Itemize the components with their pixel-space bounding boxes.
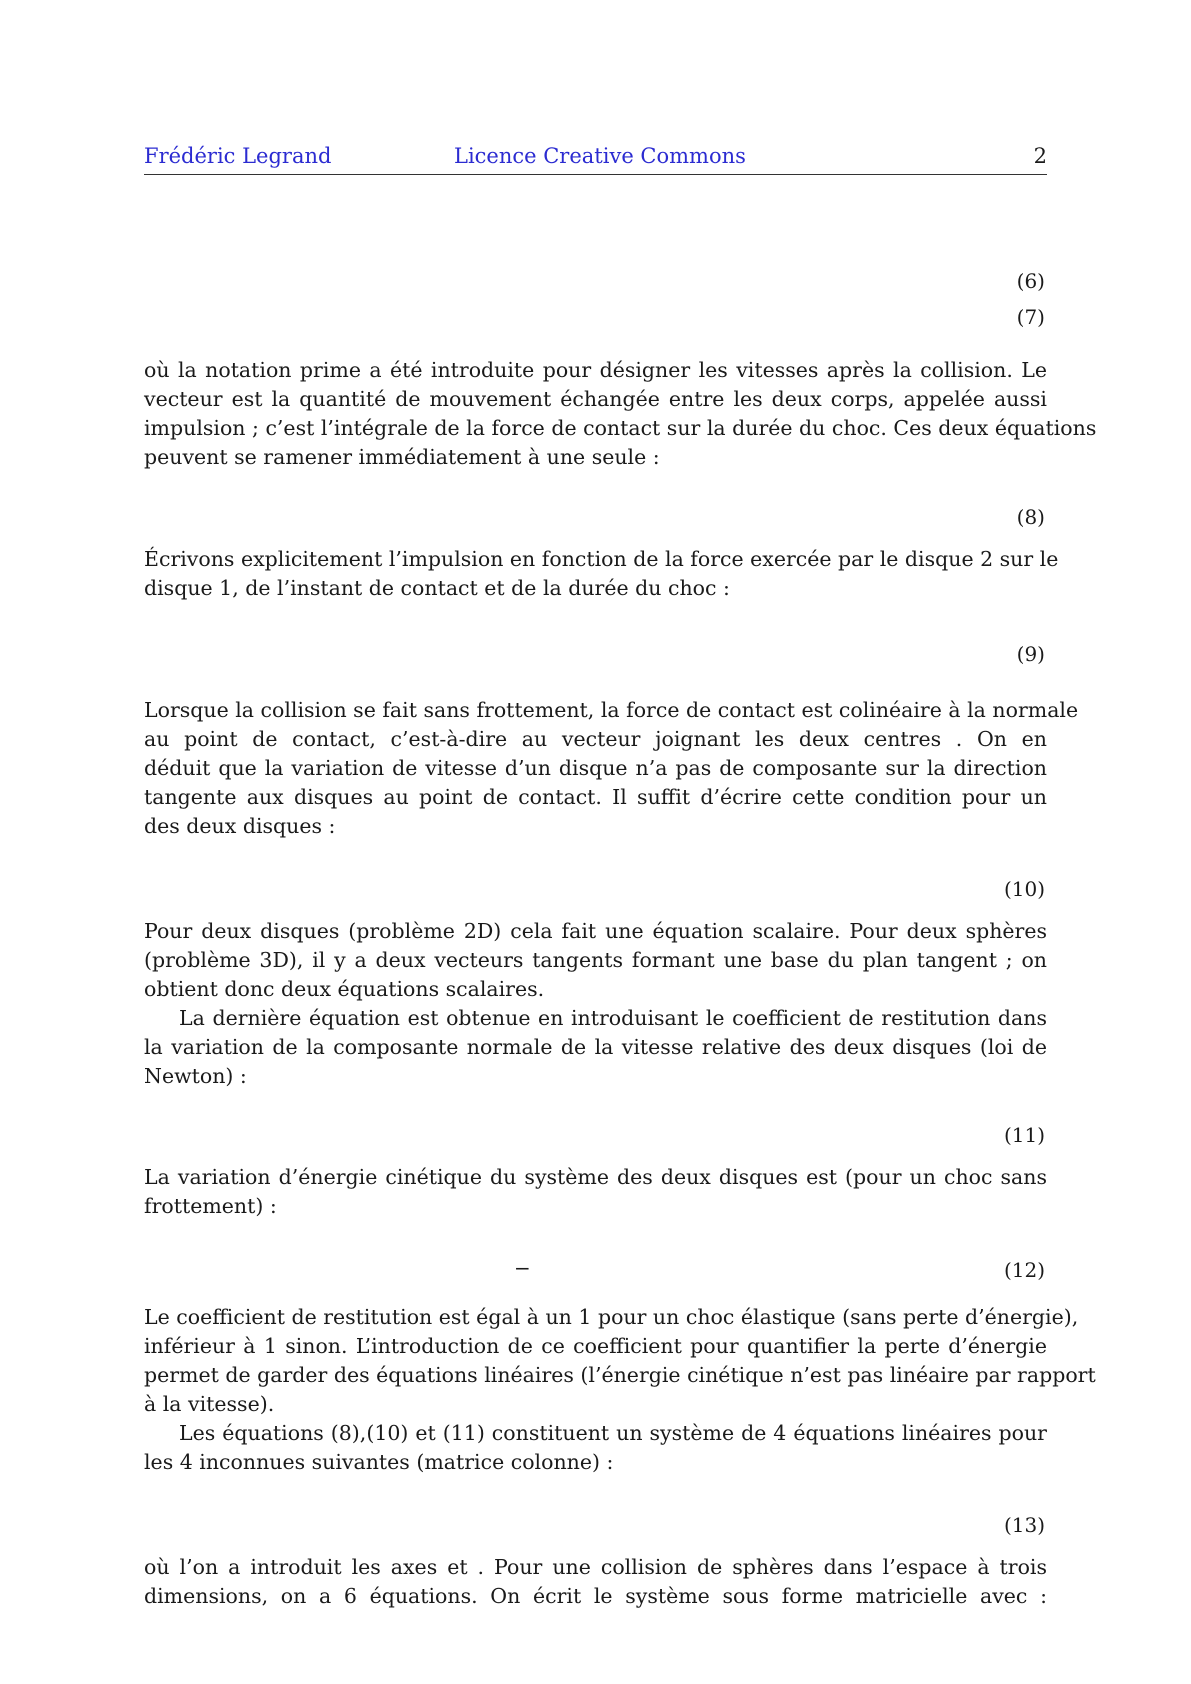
text-line: Pour deux disques (problème 2D) cela fait une équation scalaire. Pour deux sphères	[144, 919, 1047, 943]
text-line: vecteur est la quantité de mouvement échangée entre les deux corps, appelée aussi	[144, 387, 1047, 411]
equation-number-13: (13)	[1003, 1513, 1045, 1537]
paragraph-axes-matrix	[144, 1553, 1047, 1611]
text-line: Le coefficient de restitution est égal à un 1 pour un choc élastique (sans perte d’énergie),	[144, 1305, 1079, 1329]
paragraph-restitution-coefficient	[144, 1303, 1096, 1419]
text-line: Écrivons explicitement l’impulsion en fonction de la force exercée par le disque 2 sur le	[144, 547, 1059, 571]
text-line: la variation de la composante normale de la vitesse relative des deux disques (loi de	[144, 1035, 1047, 1059]
text-line: peuvent se ramener immédiatement à une seule :	[144, 445, 660, 469]
equation-number-8: (8)	[1016, 505, 1045, 529]
text-line: dimensions, on a 6 équations. On écrit le système sous forme matricielle avec :	[144, 1584, 1047, 1608]
text-line: La variation d’énergie cinétique du système des deux disques est (pour un choc sans	[144, 1165, 1047, 1189]
text-line: les 4 inconnues suivantes (matrice colonne) :	[144, 1450, 614, 1474]
text-line: Newton) :	[144, 1064, 247, 1088]
equation-number-11: (11)	[1003, 1123, 1045, 1147]
equation-number-6: (6)	[1016, 269, 1045, 293]
text-line: des deux disques :	[144, 814, 336, 838]
text-line: obtient donc deux équations scalaires.	[144, 977, 545, 1001]
text-line: tangente aux disques au point de contact. Il suffit d’écrire cette condition pour un	[144, 785, 1047, 809]
paragraph-impulse-definition	[144, 356, 1097, 472]
paragraph-restitution	[144, 1004, 1047, 1091]
paragraph-kinetic-energy	[144, 1163, 1047, 1221]
text-line: déduit que la variation de vitesse d’un disque n’a pas de composante sur la direction	[144, 756, 1047, 780]
paragraph-linear-system	[144, 1419, 1047, 1477]
text-line: Lorsque la collision se fait sans frottement, la force de contact est colinéaire à la normale	[144, 698, 1079, 722]
text-line: La dernière équation est obtenue en introduisant le coefficient de restitution dans	[179, 1006, 1047, 1030]
text-line: inférieur à 1 sinon. L’introduction de ce coefficient pour quantifier la perte d’énergie	[144, 1334, 1047, 1358]
equation-number-7: (7)	[1016, 305, 1045, 329]
text-line: au point de contact, c’est-à-dire au vecteur joignant les deux centres . On en	[144, 727, 1047, 751]
paragraph-2d-3d	[144, 917, 1047, 1004]
equation-number-10: (10)	[1003, 877, 1045, 901]
page-header	[144, 140, 1047, 175]
text-line: à la vitesse).	[144, 1392, 275, 1416]
text-line: où la notation prime a été introduite pour désigner les vitesses après la collision. Le	[144, 358, 1047, 382]
text-line: où l’on a introduit les axes et . Pour une collision de sphères dans l’espace à trois	[144, 1555, 1047, 1579]
header-author: Frédéric Legrand	[144, 144, 332, 168]
equation-number-9: (9)	[1016, 642, 1045, 666]
equation-12-minus-sign: −	[514, 1256, 531, 1280]
text-line: frottement) :	[144, 1194, 277, 1218]
text-line: (problème 3D), il y a deux vecteurs tangents formant une base du plan tangent ; on	[144, 948, 1047, 972]
paragraph-no-friction	[144, 696, 1079, 841]
page-number: 2	[1033, 144, 1047, 168]
header-license-link[interactable]: Licence Creative Commons	[454, 144, 746, 168]
text-line: disque 1, de l’instant de contact et de la durée du choc :	[144, 576, 730, 600]
text-line: Les équations (8),(10) et (11) constituent un système de 4 équations linéaires pour	[179, 1421, 1047, 1445]
text-line: impulsion ; c’est l’intégrale de la force de contact sur la durée du choc. Ces deux équations	[144, 416, 1097, 440]
equation-number-12: (12)	[1003, 1258, 1045, 1282]
paragraph-impulse-expression	[144, 545, 1059, 603]
text-line: permet de garder des équations linéaires (l’énergie cinétique n’est pas linéaire par rapport	[144, 1363, 1096, 1387]
